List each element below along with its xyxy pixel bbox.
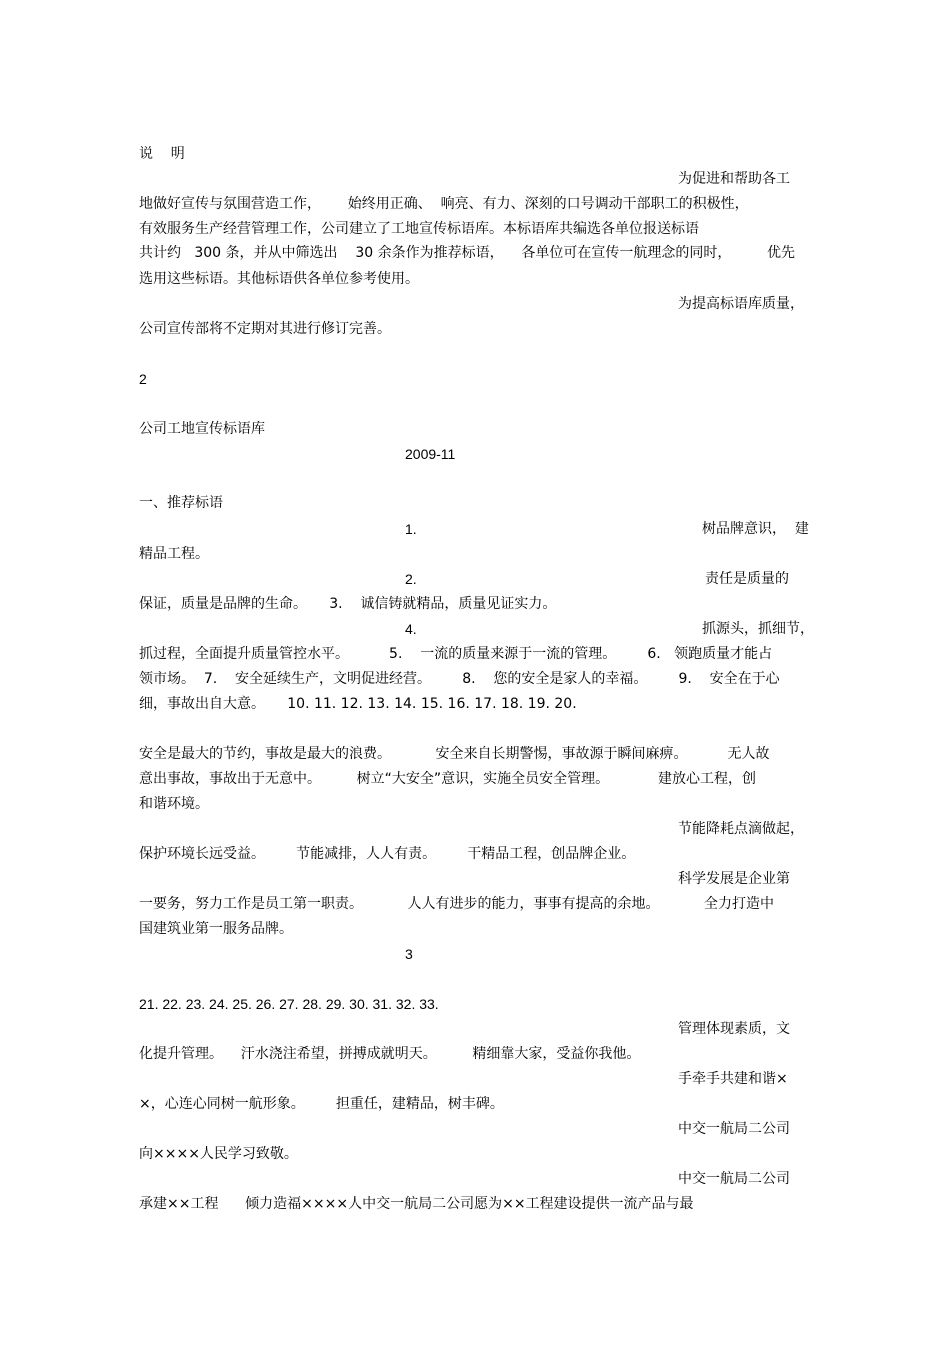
slogan-2-line2: 保证，质量是品牌的生命。 3. 诚信铸就精品，质量见证实力。 — [139, 596, 557, 612]
slogan-4-line4: 细，事故出自大意。 10. 11. 12. 13. 14. 15. 16. 17. 18. 19. 20. — [139, 696, 577, 712]
slogan-number: 4. — [405, 621, 417, 637]
intro-p2-line2: 公司宣传部将不定期对其进行修订完善。 — [139, 321, 391, 337]
block3-numbers: 21. 22. 23. 24. 25. 26. 27. 28. 29. 30. 31. 32. 33. — [139, 996, 439, 1012]
block3-line3: 向××××人民学习致敬。 — [139, 1146, 298, 1162]
block2-line5: 一要务，努力工作是员工第一职责。 人人有进步的能力，事事有提高的余地。 全力打造中 — [139, 896, 775, 912]
slogan-4-line2: 抓过程，全面提升质量管控水平。 5. 一流的质量来源于一流的管理。 6. 领跑质量才能占 — [139, 646, 773, 662]
block3-line2: ×，心连心同树一航形象。 担重任，建精品，树丰碑。 — [139, 1096, 504, 1112]
block3-right4: 中交一航局二公司 — [678, 1171, 790, 1187]
recommended-heading: 一、推荐标语 — [139, 495, 223, 511]
block2-line1: 安全是最大的节约，事故是最大的浪费。 安全来自长期警惕，事故源于瞬间麻痹。 无人故 — [139, 746, 770, 762]
page-number: 3 — [405, 946, 413, 962]
block2-line3: 和谐环境。 — [139, 796, 209, 812]
block3-line4: 承建××工程 倾力造福××××人中交一航局二公司愿为××工程建设提供一流产品与最 — [139, 1196, 694, 1212]
intro-p2-lead: 为提高标语库质量， — [678, 296, 804, 312]
intro-p1-line4: 共计约 300 条，并从中筛选出 30 余条作为推荐标语， 各单位可在宣传一航理念的同时， 优先 — [139, 245, 795, 261]
library-date: 2009-11 — [405, 446, 456, 462]
intro-p1-line2: 地做好宣传与氛围营造工作， 始终用正确、 响亮、有力、深刻的口号调动干部职工的积极性， — [139, 196, 749, 212]
slogan-4-line3: 领市场。 7. 安全延续生产，文明促进经营。 8. 您的安全是家人的幸福。 9. 安全在于心 — [139, 671, 780, 687]
block3-right2: 手牵手共建和谐× — [678, 1071, 788, 1087]
page-number: 2 — [139, 371, 147, 387]
block2-right1: 节能降耗点滴做起， — [678, 821, 804, 837]
slogan-2-lead: 责任是质量的 — [705, 571, 789, 587]
slogan-number: 1. — [405, 521, 417, 537]
intro-p1-line3: 有效服务生产经营管理工作，公司建立了工地宣传标语库。本标语库共编选各单位报送标语 — [139, 221, 699, 237]
intro-p1-line5: 选用这些标语。其他标语供各单位参考使用。 — [139, 271, 419, 287]
intro-heading: 说 明 — [139, 146, 185, 162]
slogan-1-line2: 精品工程。 — [139, 546, 209, 562]
slogan-number: 2. — [405, 571, 417, 587]
slogan-4-lead: 抓源头，抓细节， — [702, 621, 814, 637]
block2-right2: 科学发展是企业第 — [678, 871, 790, 887]
block3-right3: 中交一航局二公司 — [678, 1121, 790, 1137]
block3-right1: 管理体现素质，文 — [678, 1021, 790, 1037]
block2-line6: 国建筑业第一服务品牌。 — [139, 921, 293, 937]
block3-line1: 化提升管理。 汗水浇注希望，拼搏成就明天。 精细靠大家，受益你我他。 — [139, 1046, 641, 1062]
block2-line4: 保护环境长远受益。 节能减排，人人有责。 干精品工程，创品牌企业。 — [139, 846, 636, 862]
library-title: 公司工地宣传标语库 — [139, 421, 265, 437]
intro-p1-lead: 为促进和帮助各工 — [678, 171, 790, 187]
slogan-1-lead: 树品牌意识， 建 — [702, 521, 809, 537]
block2-line2: 意出事故，事故出于无意中。 树立“大安全”意识，实施全员安全管理。 建放心工程，创 — [139, 771, 757, 787]
